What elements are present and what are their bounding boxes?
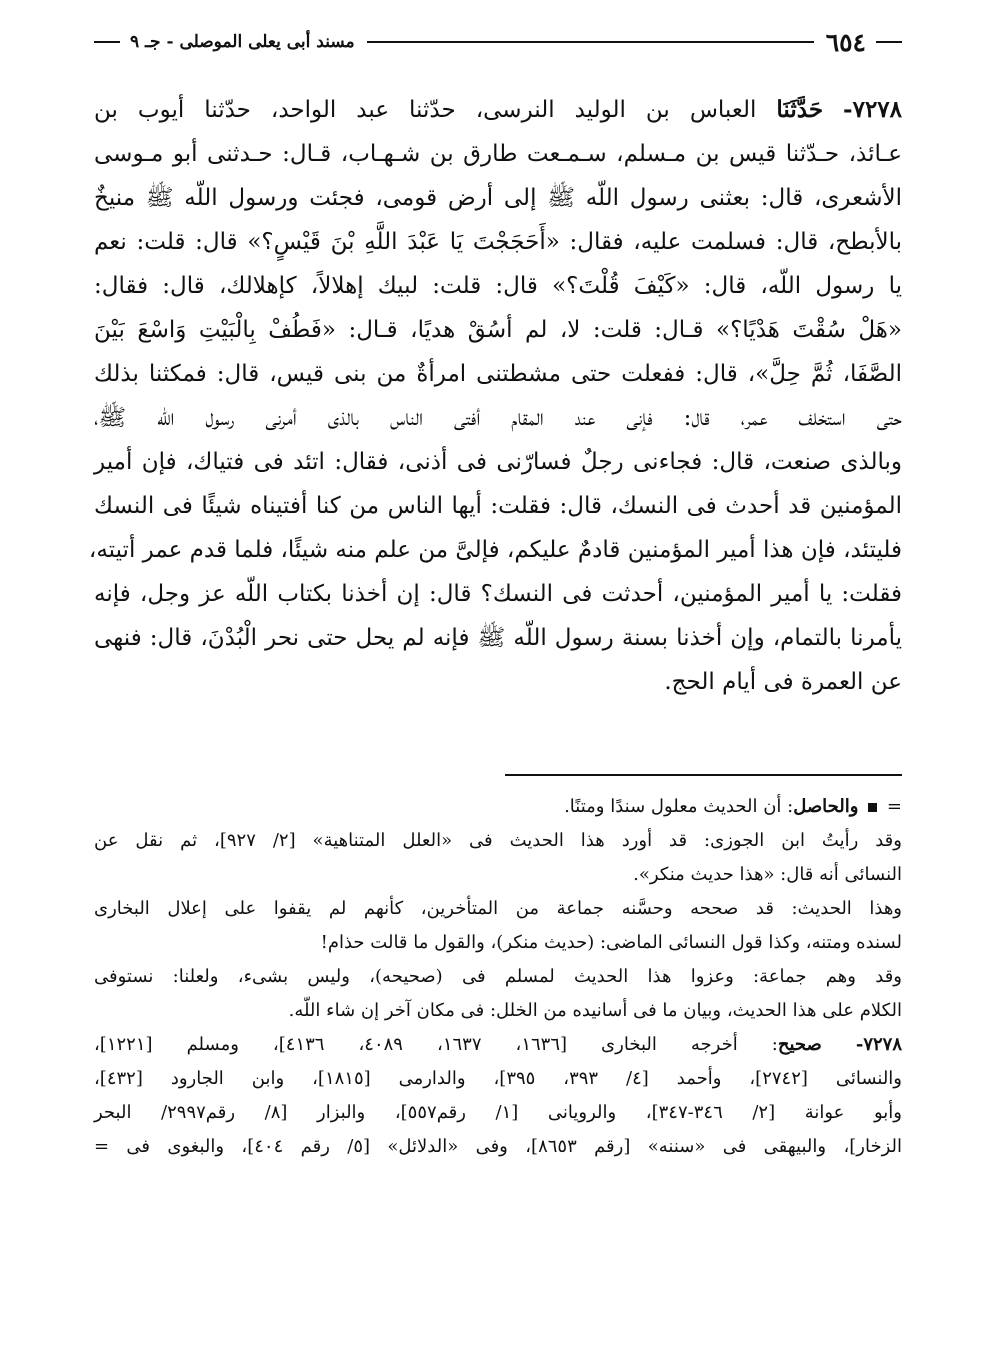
hadith-line: الصَّفَا، ثُمَّ حِلَّ»، قال: ففعلت حتى مشطتنى امرأةٌ من بنى قيس، قال: فمكثنا بذلك	[94, 361, 902, 387]
hadith-line-text: العباس بن الوليد النرسى، حدّثنا عبد الواحد، حدّثنا أيوب بن	[94, 97, 757, 123]
hadith-line: الأشعرى، قال: بعثنى رسول اللّه ﷺ إلى أرض قومى، فجئت ورسول اللّه ﷺ منيخٌ	[94, 185, 902, 211]
hadith-line	[94, 88, 902, 132]
summary-label: والحاصل	[793, 796, 859, 817]
footnote-line: الكلام على هذا الحديث، وبيان ما فى أسانيده من الخلل: فى مكان آخر إن شاء اللّه.	[288, 1000, 902, 1021]
hadith-text	[88, 88, 903, 704]
takhrij-line: والنسائى [٢٧٤٢]، وأحمد [٤/ ٣٩٣، ٣٩٥]، والدارمى [١٨١٥]، وابن الجارود [٤٣٢]،	[94, 1068, 903, 1089]
book-title: مسند أبى يعلى الموصلى - جـ ٩	[130, 32, 355, 52]
hadith-line: المؤمنين قد أحدث فى النسك، قال: فقلت: أيها الناس من كنا أفتيناه شيئًا فى النسك	[94, 493, 902, 519]
footnote-line	[94, 790, 902, 824]
hadith-line: عن العمرة فى أيام الحج.	[664, 669, 902, 695]
running-header	[94, 22, 902, 62]
hadith-line: حتى استخلف عمر، قال: فإنى عند المقام أفتى الناس بالذى أمرنى رسول اللّه ﷺ،	[94, 405, 903, 431]
takhrij-line: الزخار]، والبيهقى فى «سننه» [رقم ٨٦٥٣]، وفى «الدلائل» [٥/ رقم ٤٠٤]، والبغوى فى =	[94, 1136, 903, 1157]
hadith-number: ٧٢٧٨-	[843, 96, 903, 123]
header-rule	[367, 41, 814, 43]
footnote-line: وهذا الحديث: قد صححه وحسَّنه جماعة من المتأخرين، كأنهم لم يقفوا على إعلال البخارى	[94, 898, 902, 919]
header-dash-right	[876, 41, 902, 43]
hadith-line: يأمرنا بالتمام، وإن أخذنا بسنة رسول اللّه ﷺ فإنه لم يحل حتى نحر الْبُدْنَ، قال: فنهى	[94, 625, 902, 651]
footnote-rule	[505, 774, 902, 776]
takhrij-line	[94, 1028, 902, 1062]
takhrij-label: صحيح	[777, 1034, 822, 1055]
footnote-line: لسنده ومتنه، وكذا قول النسائى الماضى: (حديث منكر)، والقول ما قالت حذام!	[320, 932, 902, 953]
footnotes	[94, 790, 902, 1164]
hadith-lead: حَدَّثَنَا	[776, 96, 824, 123]
footnote-line: النسائى أنه قال: «هذا حديث منكر».	[633, 864, 902, 885]
hadith-line: وبالذى صنعت، قال: فجاءنى رجلٌ فسارّنى فى أذنى، فقال: اتئد فى فتياك، فإن أمير	[94, 449, 902, 475]
takhrij-number: ٧٢٧٨-	[855, 1034, 902, 1055]
takhrij-text: : أخرجه البخارى [١٦٣٦، ١٦٣٧، ٤٠٨٩، ٤١٣٦]، ومسلم [١٢٢١]،	[94, 1034, 778, 1055]
summary-text: : أن الحديث معلول سندًا ومتنًا.	[564, 796, 794, 817]
footnote-line: وقد رأيتُ ابن الجوزى: قد أورد هذا الحديث فى «العلل المتناهية» [٢/ ٩٢٧]، ثم نقل عن	[94, 830, 902, 851]
hadith-line: عـائذ، حـدّثنا قيس بن مـسلم، سـمـعت طارق بن شـهـاب، قـال: حـدثنى أبو مـوسى	[94, 141, 902, 167]
hadith-line: بالأبطح، قال: فسلمت عليه، فقال: «أَحَجَجْتَ يَا عَبْدَ اللَّهِ بْنَ قَيْسٍ؟» قال: قلت: نعم	[94, 229, 902, 255]
bullet-square-icon	[868, 803, 877, 812]
takhrij-line: وأبو عوانة [٢/ ٣٤٦-٣٤٧]، والرويانى [١/ رقم٥٥٧]، والبزار [٨/ رقم٢٩٩٧/ البحر	[94, 1102, 902, 1123]
footnote-line: وقد وهم جماعة: وعزوا هذا الحديث لمسلم فى (صحيحه)، وليس بشىء، ولعلنا: نستوفى	[94, 966, 902, 987]
hadith-line: يا رسول اللّه، قال: «كَيْفَ قُلْتَ؟» قال: قلت: لبيك إهلالاً، كإهلالك، قال: فقال:	[94, 273, 902, 299]
page-number: ٦٥٤	[825, 27, 866, 57]
hadith-line: فقلت: يا أمير المؤمنين، أحدثت فى النسك؟ قال: إن أخذنا بكتاب اللّه عز وجل، فإنه	[94, 581, 902, 607]
hadith-line: «هَلْ سُقْتَ هَدْيًا؟» قـال: قلت: لا، لم أسُقْ هديًا، قـال: «فَطُفْ بِالْبَيْتِ وَاسْعَ بَيْنَ	[94, 317, 902, 343]
hadith-line: فليتئد، فإن هذا أمير المؤمنين قادمٌ عليكم، فإلىَّ من علم منه شيئًا، فلما قدم عمر أتيته،	[88, 537, 902, 563]
header-dash-left	[94, 41, 120, 43]
continuation-mark: =	[886, 796, 902, 817]
